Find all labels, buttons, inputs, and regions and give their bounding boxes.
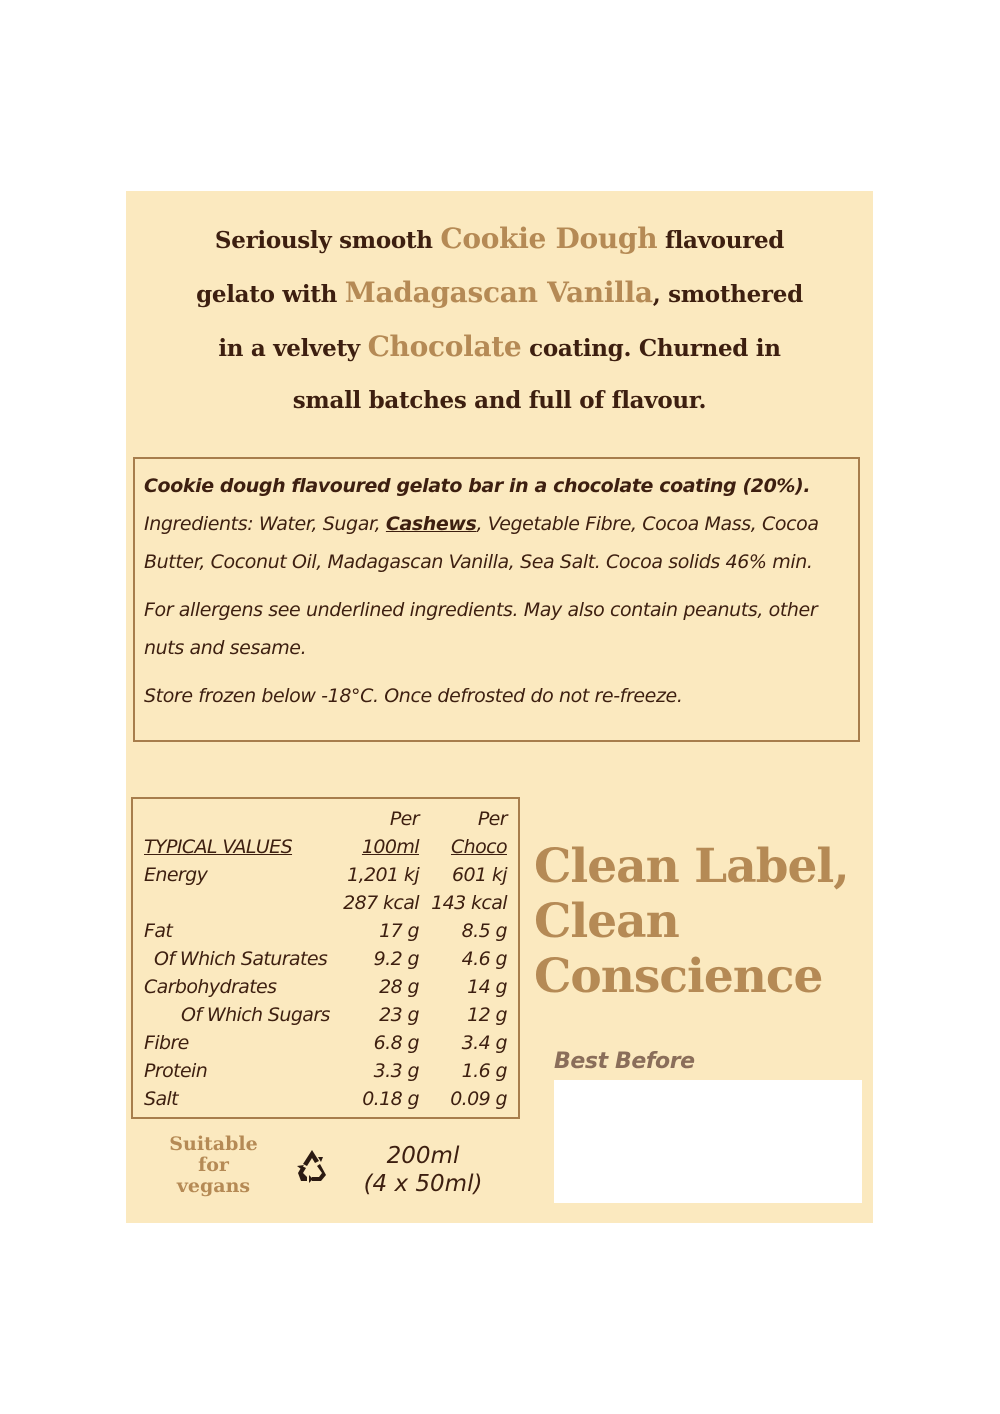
nutrition-row: Of Which Saturates 9.2 g 4.6 g [154,948,507,970]
recycle-icon [292,1146,332,1186]
best-before-field [554,1080,862,1203]
nutrition-row: Carbohydrates 28 g 14 g [144,976,507,998]
nutrition-row: Energy 1,201 kj 601 kj [144,864,507,886]
description-line-4: small batches and full of flavour. [292,387,707,414]
nutrition-row: Fibre 6.8 g 3.4 g [144,1032,507,1054]
allergen-cashews: Cashews [385,513,477,535]
nutrition-row: Protein 3.3 g 1.6 g [144,1060,507,1082]
best-before-label: Best Before [554,1049,695,1074]
nutrition-row: 287 kcal 143 kcal [343,892,507,914]
description-line-3: in a velvety Chocolate coating. Churned in [218,330,781,363]
nutrition-row: Salt 0.18 g 0.09 g [144,1088,507,1110]
nutrition-table [131,797,520,1119]
per-choco-heading: Choco [450,836,507,858]
net-volume: 200ml (4 x 50ml) [363,1143,483,1197]
allergen-note: For allergens see underlined ingredients. May also contain peanuts, other nuts and sesame. [144,599,818,659]
tagline: Clean Label, Clean Conscience [534,839,849,1004]
description-line-1: Seriously smooth Cookie Dough flavoured [214,222,785,255]
nutrition-row: Of Which Sugars 23 g 12 g [181,1004,507,1026]
ingredients-box [133,457,860,742]
typical-values-heading: TYPICAL VALUES [144,836,293,858]
ingredients-list: Ingredients: Water, Sugar, Cashews, Vegetable Fibre, Cocoa Mass, Cocoa Butter, Coconut Oil, Madagascan Vanilla, Sea Salt. Cocoa solids 46% min. [144,513,819,573]
nutrition-header [133,833,517,861]
nutrition-header-top: Per Per [389,808,507,830]
per-100ml-heading: 100ml [361,836,419,858]
highlight-cookie-dough: Cookie Dough [440,222,658,255]
product-name-statement: Cookie dough flavoured gelato bar in a chocolate coating (20%). [144,475,811,497]
nutrition-row: Fat 17 g 8.5 g [144,920,507,942]
product-description [126,213,873,427]
storage-instructions: Store frozen below -18°C. Once defrosted do not re-freeze. [144,685,683,707]
highlight-chocolate: Chocolate [367,330,522,363]
label-panel [126,191,873,1223]
vegan-badge: Suitable for vegans [169,1133,258,1197]
description-line-2: gelato with Madagascan Vanilla, smothered [196,276,803,309]
highlight-vanilla: Madagascan Vanilla [344,276,653,309]
